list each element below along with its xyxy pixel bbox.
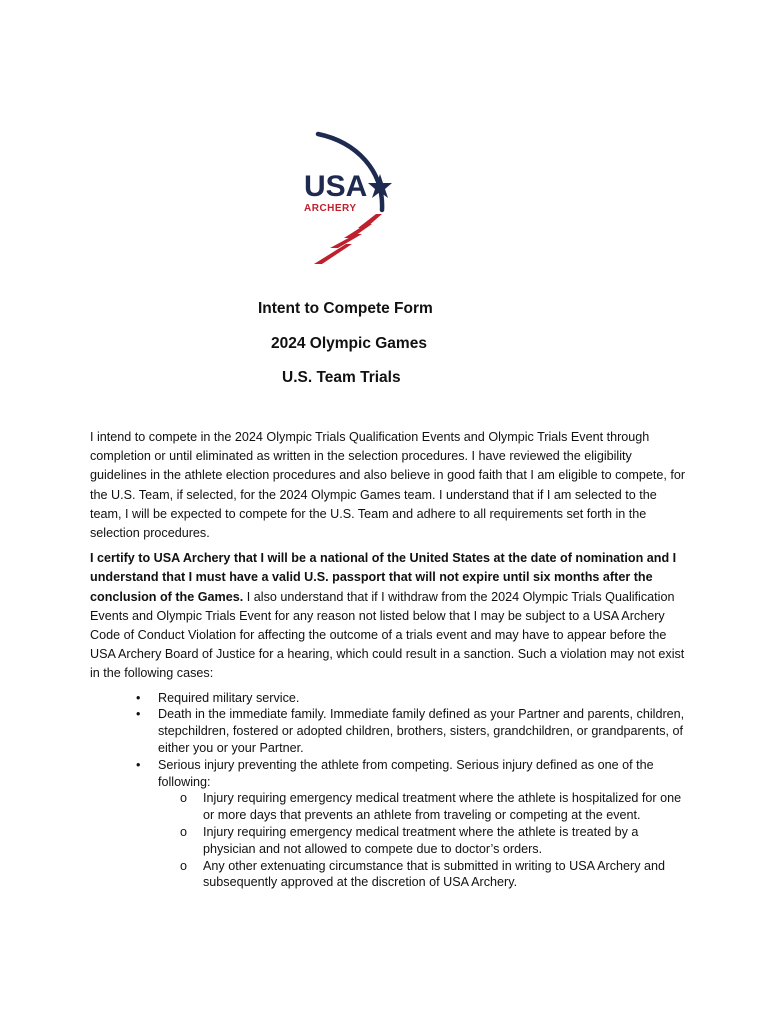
trials-title: U.S. Team Trials: [282, 369, 401, 386]
bullet-icon: •: [136, 690, 141, 705]
sublist-item-text: Any other extenuating circumstance that is submitted in writing to USA Archery and subsequently approved at the discretion of USA Archery.: [203, 858, 666, 890]
event-title: 2024 Olympic Games: [271, 335, 427, 352]
list-item-text: Serious injury preventing the athlete from competing. Serious injury defined as one of the following:: [158, 757, 654, 789]
logo-graphic: [296, 130, 400, 268]
sublist-item: [180, 824, 686, 858]
list-item: [136, 757, 686, 891]
form-body: [90, 428, 686, 891]
logo-stripes-icon: [314, 214, 382, 264]
sublist-item-text: Injury requiring emergency medical treatment where the athlete is hospitalized for one or more days that prevents an athlete from traveling or competing at the event.: [203, 791, 682, 823]
circle-bullet-icon: o: [180, 791, 188, 806]
list-item: [136, 706, 686, 756]
form-title: Intent to Compete Form: [258, 300, 433, 317]
list-item-text: Required military service.: [158, 690, 300, 705]
list-item-text: Death in the immediate family. Immediate family defined as your Partner and parents, children, stepchildren, fostered or adopted children, brothers, sisters, grandchildren, or grandparents, of either you or your Partner.: [158, 707, 685, 756]
logo-subtitle: ARCHERY: [304, 203, 357, 214]
sublist-item-text: Injury requiring emergency medical treatment where the athlete is treated by a physician and not allowed to compete due to doctor’s orders.: [203, 825, 639, 856]
injury-sublist: [158, 790, 686, 891]
bullet-icon: •: [136, 757, 141, 772]
certification-statement: I certify to USA Archery that I will be a national of the United States at the date of nomination and I understand that I must have a valid U.S. passport that will not expire until six months after the conclusion of the Games.: [90, 551, 677, 604]
circle-bullet-icon: o: [180, 825, 188, 840]
certification-paragraph: [90, 549, 686, 683]
sublist-item: [180, 858, 686, 892]
circle-bullet-icon: o: [180, 858, 188, 873]
list-item: [136, 690, 686, 707]
bullet-icon: •: [136, 707, 141, 722]
sublist-item: [180, 790, 686, 824]
withdrawal-statement: I also understand that if I withdraw from the 2024 Olympic Trials Qualification Events and Olympic Trials Event for any reason not listed below that I may be subject to a USA Archery Code of Conduct Violation for affecting the outcome of a trials event and may have to appear before the USA Archery Board of Justice for a hearing, which could result in a sanction. Such a violation may not exist in the following cases:: [90, 589, 685, 681]
usa-archery-logo: [296, 130, 400, 268]
logo-wordmark: USA: [304, 170, 368, 203]
exemption-list: [90, 690, 686, 892]
intent-paragraph: I intend to compete in the 2024 Olympic Trials Qualification Events and Olympic Trials Event through completion or until eliminated as written in the selection procedures. I have reviewed the eligibility guidelines in the athlete election procedures and also believe in good faith that I am eligible to compete, for the U.S. Team, if selected, for the 2024 Olympic Games team. I understand that if I am selected to the team, I will be expected to compete for the U.S. Team and adhere to all requirements set forth in the selection procedures.: [90, 430, 686, 541]
